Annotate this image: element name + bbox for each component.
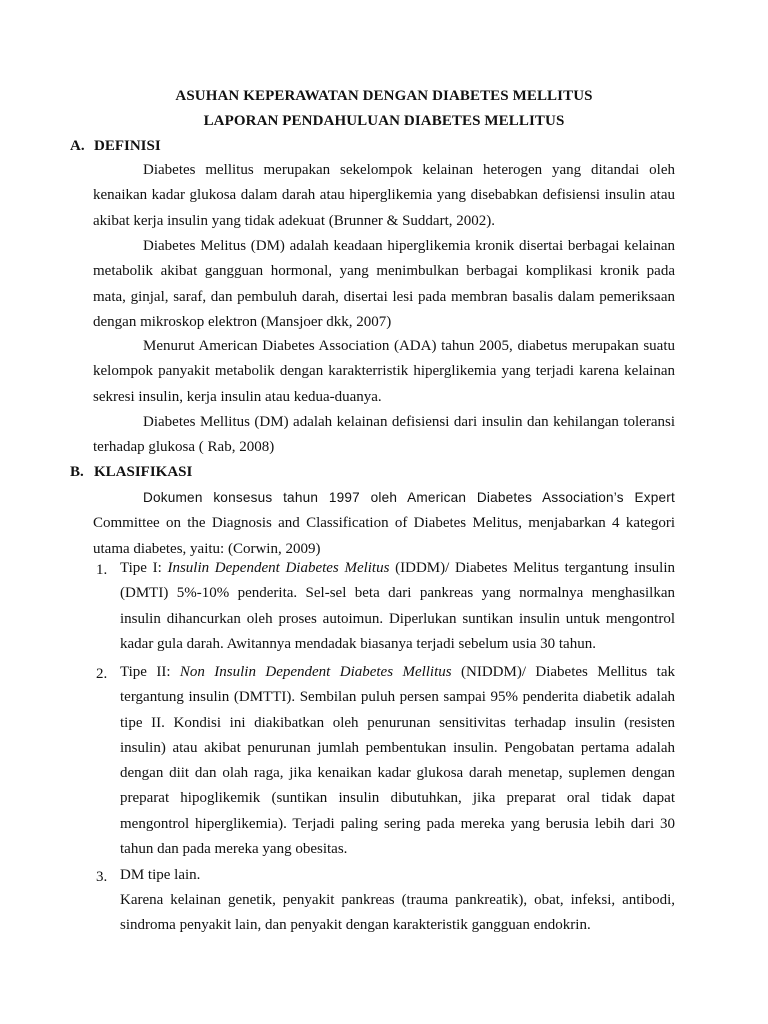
document-subtitle: LAPORAN PENDAHULUAN DIABETES MELLITUS (203, 113, 565, 129)
list-item-body: DM tipe lain. (120, 867, 201, 883)
definition-paragraph-1: Diabetes mellitus merupakan sekelompok kelainan heterogen yang ditandai oleh kenaikan kadar glukosa dalam darah atau hiperglikemia yang disebabkan defisiensi insulin atau akibat kerja insulin yang tidak adekuat (Brunner & Suddart, 2002). (93, 162, 675, 229)
classification-intro (93, 485, 675, 562)
definition-paragraph-2: Diabetes Melitus (DM) adalah keadaan hiperglikemia kronik disertai berbagai kelainan metabolik akibat gangguan hormonal, yang menimbulkan berbagai komplikasi kronik pada mata, ginjal, saraf, dan pembuluh darah, disertai lesi pada membran basalis dalam pemeriksaan dengan mikroskop elektron (Mansjoer dkk, 2007) (93, 238, 675, 330)
document-title: ASUHAN KEPERAWATAN DENGAN DIABETES MELLITUS (175, 88, 593, 104)
section-a-heading (70, 138, 161, 155)
definition-paragraph-4: Diabetes Mellitus (DM) adalah kelainan defisiensi dari insulin dan kehilangan toleransi terhadap glukosa ( Rab, 2008) (93, 414, 675, 456)
list-number: 1. (96, 562, 108, 578)
section-b-heading (70, 464, 192, 481)
section-a-title: DEFINISI (94, 138, 161, 154)
definition-paragraph-3: Menurut American Diabetes Association (ADA) tahun 2005, diabetus merupakan suatu kelompok panyakit metabolik dengan karakterristik hiperglikemia yang terjadi karena kelainan sekresi insulin, kerja insulin atau kedua-duanya. (93, 338, 675, 405)
list-item-body: Tipe II: Non Insulin Dependent Diabetes Mellitus (NIDDM)/ Diabetes Mellitus tak tergantung insulin (DMTTI). Sembilan puluh persen sampai 95% penderita diabetik adalah tipe II. Kondisi ini diakibatkan oleh penurunan sensitivitas terhadap insulin (resisten insulin) atau akibat penurunan jumlah pembentukan insulin. Pengobatan pertama adalah dengan diit dan olah raga, jika kenaikan kadar glukosa darah menetap, suplemen dengan preparat hipoglikemik (suntikan insulin dibutuhkan, jika preparat oral tidak dapat mengontrol hiperglikemia). Terjadi paling sering pada mereka yang berusia lebih dari 30 tahun dan pada mereka yang obesitas. (120, 664, 675, 858)
list-number: 3. (96, 869, 108, 885)
section-b-title: KLASIFIKASI (94, 464, 193, 480)
list-item-body: Tipe I: Insulin Dependent Diabetes Melitus (IDDM)/ Diabetes Melitus tergantung insulin (DMTI) 5%-10% penderita. Sel-sel beta dari pankreas yang normalnya menghasilkan insulin dihancurkan oleh proses autoimun. Diperlukan suntikan insulin untuk mengontrol kadar gula darah. Awitannya mendadak biasanya terjadi sebelum usia 30 tahun. (120, 560, 675, 652)
section-b-letter: B. (70, 464, 84, 480)
list-number: 2. (96, 666, 108, 682)
type-other-detail: Karena kelainan genetik, penyakit pankreas (trauma pankreatik), obat, infeksi, antibodi, sindroma penyakit lain, dan penyakit dengan karakteristik gangguan endokrin. (120, 892, 675, 934)
section-a-letter: A. (70, 138, 85, 154)
classification-intro-sans: Dokumen konsesus tahun 1997 oleh American Diabetes Association’s Expert (143, 490, 675, 505)
classification-intro-rest: Committee on the Diagnosis and Classification of Diabetes Melitus, menjabarkan 4 kategori utama diabetes, yaitu: (Corwin, 2009) (93, 515, 675, 557)
